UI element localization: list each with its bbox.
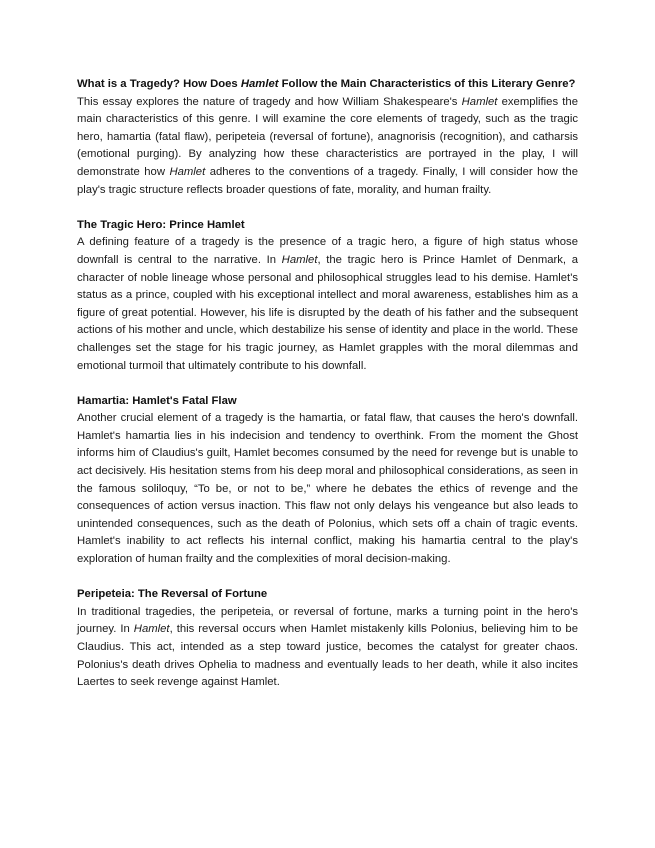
peripeteia-paragraph: In traditional tragedies, the peripeteia, or reversal of fortune, marks a turning point in the hero's journey. In Hamlet, this reversal occurs when Hamlet mistakenly kills Polonius, believing him to be Claudius. This act, intended as a step toward justice, becomes the catalyst for greater chaos. Polonius's death drives Ophelia to madness and eventually leads to her death, while it also incites Laertes to seek revenge against Hamlet. (77, 605, 578, 689)
hamartia-section (77, 393, 578, 569)
tragic-hero-heading: The Tragic Hero: Prince Hamlet (77, 218, 245, 231)
title-section (77, 76, 578, 199)
hamartia-paragraph: Another crucial element of a tragedy is the hamartia, or fatal flaw, that causes the hero's downfall. Hamlet's hamartia lies in his indecision and tendency to overthink. From the moment the Ghost informs him of Claudius's guilt, Hamlet becomes consumed by the need for revenge but is unable to act decisively. His hesitation stems from his deep moral and philosophical considerations, as seen in the famous soliloquy, “To be, or not to be,” where he debates the ethics of revenge and the consequences of action versus inaction. This flaw not only delays his vengeance but also leads to unintended consequences, such as the death of Polonius, which sets off a chain of tragic events. Hamlet's inability to act reflects his internal conflict, making his hamartia central to the play's exploration of human frailty and the complexities of moral decision-making. (77, 412, 578, 566)
essay-title: What is a Tragedy? How Does Hamlet Follow the Main Characteristics of this Literary Genre? (77, 78, 576, 90)
tragic-hero-section (77, 217, 578, 375)
intro-paragraph: This essay explores the nature of tragedy and how William Shakespeare's Hamlet exemplifies the main characteristics of this genre. I will examine the core elements of tragedy, such as the tragic hero, hamartia (fatal flaw), peripeteia (reversal of fortune), anagnorisis (recognition), and catharsis (emotional purging). By analyzing how these characteristics are portrayed in the play, I will demonstrate how Hamlet adheres to the conventions of a tragedy. Finally, I will consider how the play's tragic structure reflects broader questions of fate, morality, and human frailty. (77, 95, 578, 196)
document-page (77, 76, 578, 709)
peripeteia-heading: Peripeteia: The Reversal of Fortune (77, 588, 268, 601)
hamartia-heading: Hamartia: Hamlet's Fatal Flaw (77, 394, 237, 407)
peripeteia-section (77, 586, 578, 692)
tragic-hero-paragraph: A defining feature of a tragedy is the presence of a tragic hero, a figure of high status whose downfall is central to the narrative. In Hamlet, the tragic hero is Prince Hamlet of Denmark, a character of noble lineage whose personal and philosophical struggles lead to his demise. Hamlet's status as a prince, coupled with his exceptional intellect and moral awareness, establishes him as a figure of great potential. However, his life is disrupted by the death of his father and the subsequent actions of his mother and uncle, which destabilize his sense of identity and place in the world. These challenges set the stage for his tragic journey, as Hamlet grapples with the moral dilemmas and emotional turmoil that ultimately contribute to his downfall. (77, 236, 578, 372)
